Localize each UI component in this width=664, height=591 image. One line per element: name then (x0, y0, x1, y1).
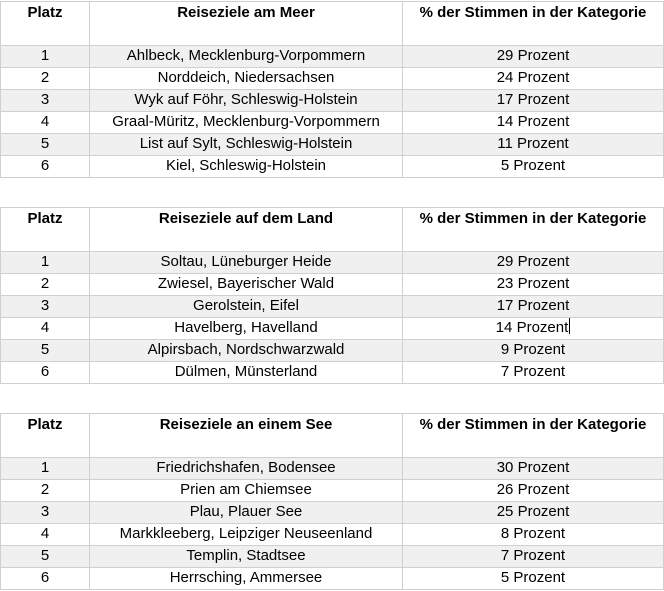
cell-platz[interactable]: 5 (1, 340, 90, 362)
cell-platz[interactable]: 6 (1, 568, 90, 590)
table-land (0, 207, 664, 384)
header-stimmen: % der Stimmen in der Kategorie (403, 414, 664, 458)
header-reiseziel: Reiseziele am Meer (90, 2, 403, 46)
cell-reiseziel[interactable]: Ahlbeck, Mecklenburg-Vorpommern (90, 46, 403, 68)
table-row (1, 362, 664, 384)
cell-reiseziel[interactable]: Zwiesel, Bayerischer Wald (90, 274, 403, 296)
table-row (1, 502, 664, 524)
cell-reiseziel[interactable]: Alpirsbach, Nordschwarzwald (90, 340, 403, 362)
cell-platz[interactable]: 6 (1, 156, 90, 178)
cell-stimmen-text: 14 Prozent (495, 319, 569, 336)
cell-stimmen[interactable]: 5 Prozent (403, 156, 664, 178)
table-row (1, 546, 664, 568)
cell-stimmen[interactable]: 14 Prozent (403, 112, 664, 134)
table-row (1, 252, 664, 274)
table-row (1, 68, 664, 90)
cell-stimmen[interactable]: 23 Prozent (403, 274, 664, 296)
cell-platz[interactable]: 4 (1, 524, 90, 546)
table-row (1, 458, 664, 480)
cell-reiseziel[interactable]: Plau, Plauer See (90, 502, 403, 524)
table-row (1, 340, 664, 362)
header-reiseziel: Reiseziele auf dem Land (90, 208, 403, 252)
cell-reiseziel[interactable]: Friedrichshafen, Bodensee (90, 458, 403, 480)
cell-platz[interactable]: 2 (1, 68, 90, 90)
cell-platz[interactable]: 2 (1, 480, 90, 502)
cell-platz[interactable]: 2 (1, 274, 90, 296)
cell-stimmen[interactable]: 9 Prozent (403, 340, 664, 362)
header-reiseziel: Reiseziele an einem See (90, 414, 403, 458)
table-see (0, 413, 664, 590)
header-row (1, 2, 664, 46)
cell-platz[interactable]: 5 (1, 134, 90, 156)
table-row (1, 318, 664, 340)
table-row (1, 524, 664, 546)
cell-reiseziel[interactable]: Soltau, Lüneburger Heide (90, 252, 403, 274)
cell-stimmen[interactable]: 29 Prozent (403, 46, 664, 68)
cell-stimmen[interactable]: 30 Prozent (403, 458, 664, 480)
cell-stimmen[interactable]: 17 Prozent (403, 90, 664, 112)
header-row (1, 414, 664, 458)
cell-platz[interactable]: 6 (1, 362, 90, 384)
table-row (1, 134, 664, 156)
cell-reiseziel[interactable]: Markkleeberg, Leipziger Neuseenland (90, 524, 403, 546)
cell-stimmen[interactable]: 8 Prozent (403, 524, 664, 546)
cell-reiseziel[interactable]: List auf Sylt, Schleswig-Holstein (90, 134, 403, 156)
cell-platz[interactable]: 3 (1, 90, 90, 112)
cell-reiseziel[interactable]: Templin, Stadtsee (90, 546, 403, 568)
header-platz: Platz (1, 2, 90, 46)
cell-platz[interactable]: 3 (1, 502, 90, 524)
cell-stimmen[interactable]: 17 Prozent (403, 296, 664, 318)
header-stimmen: % der Stimmen in der Kategorie (403, 2, 664, 46)
cell-platz[interactable]: 4 (1, 112, 90, 134)
table-row (1, 156, 664, 178)
cell-platz[interactable]: 1 (1, 46, 90, 68)
table-row (1, 480, 664, 502)
cell-stimmen[interactable]: 7 Prozent (403, 362, 664, 384)
cell-platz[interactable]: 4 (1, 318, 90, 340)
header-platz: Platz (1, 414, 90, 458)
cell-stimmen[interactable]: 26 Prozent (403, 480, 664, 502)
table-row (1, 90, 664, 112)
cell-reiseziel[interactable]: Kiel, Schleswig-Holstein (90, 156, 403, 178)
header-stimmen: % der Stimmen in der Kategorie (403, 208, 664, 252)
cell-reiseziel[interactable]: Prien am Chiemsee (90, 480, 403, 502)
cell-platz[interactable]: 1 (1, 252, 90, 274)
cell-platz[interactable]: 3 (1, 296, 90, 318)
cell-reiseziel[interactable]: Norddeich, Niedersachsen (90, 68, 403, 90)
header-platz: Platz (1, 208, 90, 252)
text-cursor (569, 318, 570, 334)
cell-stimmen[interactable]: 5 Prozent (403, 568, 664, 590)
cell-reiseziel[interactable]: Herrsching, Ammersee (90, 568, 403, 590)
cell-reiseziel[interactable]: Havelberg, Havelland (90, 318, 403, 340)
cell-reiseziel[interactable]: Dülmen, Münsterland (90, 362, 403, 384)
cell-stimmen[interactable]: 7 Prozent (403, 546, 664, 568)
cell-reiseziel[interactable]: Wyk auf Föhr, Schleswig-Holstein (90, 90, 403, 112)
table-row (1, 296, 664, 318)
table-row (1, 274, 664, 296)
table-row (1, 568, 664, 590)
cell-reiseziel[interactable]: Graal-Müritz, Mecklenburg-Vorpommern (90, 112, 403, 134)
cell-stimmen-active[interactable] (403, 318, 664, 340)
cell-reiseziel[interactable]: Gerolstein, Eifel (90, 296, 403, 318)
table-meer (0, 1, 664, 178)
cell-stimmen[interactable]: 25 Prozent (403, 502, 664, 524)
table-row (1, 46, 664, 68)
cell-stimmen[interactable]: 29 Prozent (403, 252, 664, 274)
cell-stimmen[interactable]: 24 Prozent (403, 68, 664, 90)
table-row (1, 112, 664, 134)
cell-platz[interactable]: 5 (1, 546, 90, 568)
header-row (1, 208, 664, 252)
cell-stimmen[interactable]: 11 Prozent (403, 134, 664, 156)
cell-platz[interactable]: 1 (1, 458, 90, 480)
